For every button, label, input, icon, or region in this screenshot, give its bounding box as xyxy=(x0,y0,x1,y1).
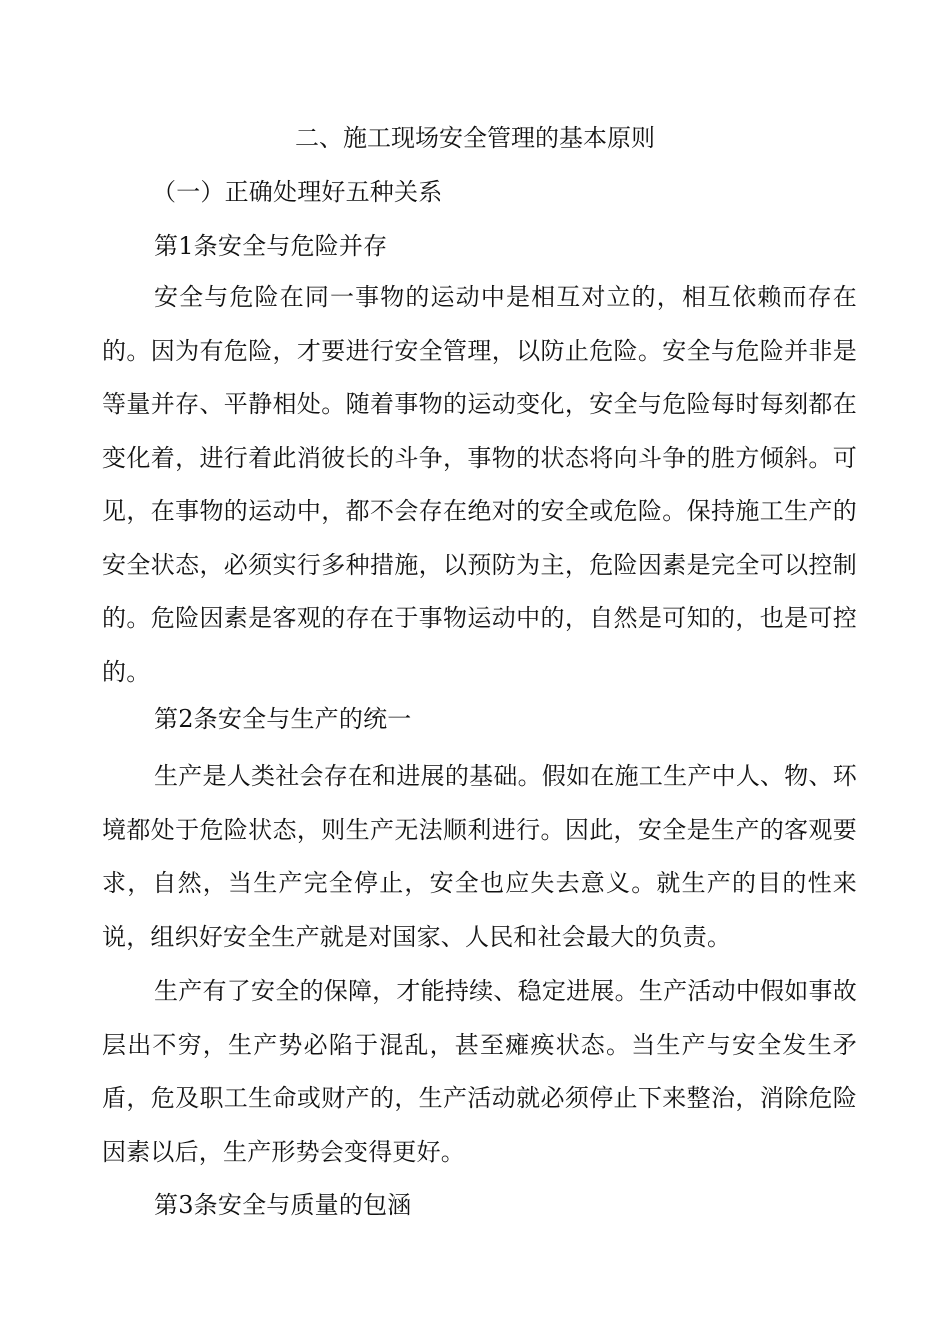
document-title: 二、施工现场安全管理的基本原则 xyxy=(295,124,655,152)
section-heading: （一）正确处理好五种关系 xyxy=(152,178,443,206)
article-2-heading: 第2条安全与生产的统一 xyxy=(154,705,412,733)
article-2-paragraph-2: 生产有了安全的保障，才能持续、稳定进展。生产活动中假如事故层出不穷，生产势必陷于混乱，甚至瘫痪状态。当生产与安全发生矛盾，危及职工生命或财产的，生产活动就必须停止下来整治，消除危险因素以后，生产形势会变得更好。 xyxy=(102,977,857,1166)
article-2-paragraph-1: 生产是人类社会存在和进展的基础。假如在施工生产中人、物、环境都处于危险状态，则生产无法顺利进行。因此，安全是生产的客观要求，自然，当生产完全停止，安全也应失去意义。就生产的目的性来说，组织好安全生产就是对国家、人民和社会最大的负责。 xyxy=(102,762,857,951)
article-3-heading: 第3条安全与质量的包涵 xyxy=(154,1191,412,1219)
article-1-paragraph: 安全与危险在同一事物的运动中是相互对立的，相互依赖而存在的。因为有危险，才要进行安全管理，以防止危险。安全与危险并非是等量并存、平静相处。随着事物的运动变化，安全与危险每时每刻都在变化着，进行着此消彼长的斗争，事物的状态将向斗争的胜方倾斜。可见，在事物的运动中，都不会存在绝对的安全或危险。保持施工生产的安全状态，必须实行多种措施，以预防为主，危险因素是完全可以控制的。危险因素是客观的存在于事物运动中的，自然是可知的，也是可控的。 xyxy=(102,283,857,686)
article-1-heading: 第1条安全与危险并存 xyxy=(154,232,388,260)
